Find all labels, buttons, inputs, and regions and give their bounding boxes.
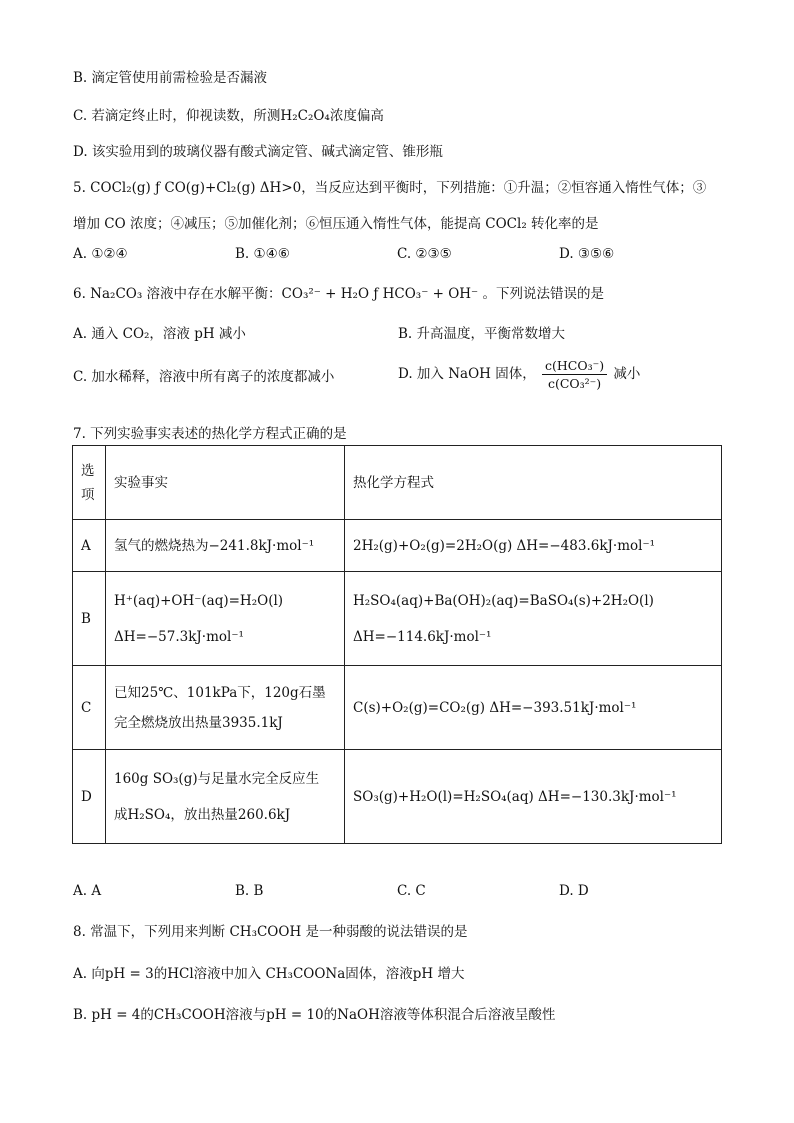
q5-stem-line2: 增加 CO 浓度；④减压；⑤加催化剂；⑥恒压通入惰性气体，能提高 COCl₂ 转化率的是 xyxy=(73,216,599,232)
row-fact-line2: 成H₂SO₄，放出热量260.6kJ xyxy=(114,806,291,823)
q7-header-option xyxy=(73,446,106,520)
row-fact-line1: H⁺(aq)+OH⁻(aq)=H₂O(l) xyxy=(114,592,284,609)
q7-option-b: B. B xyxy=(235,883,264,899)
row-fact-line2: 完全燃烧放出热量3935.1kJ xyxy=(114,714,283,731)
row-fact xyxy=(106,666,345,750)
q6-row-cd xyxy=(73,358,723,391)
q8-option-a: A. 向pH = 3的HCl溶液中加入 CH₃COONa固体，溶液pH 增大 xyxy=(73,966,465,982)
q6-option-d xyxy=(398,358,723,391)
q7-header-option-2: 项 xyxy=(81,486,95,503)
q7-option-a: A. A xyxy=(73,883,102,899)
table-row xyxy=(73,666,722,750)
option-c-line: C. 若滴定终止时，仰视读数，所测H₂C₂O₄浓度偏高 xyxy=(73,108,384,124)
row-equation-line1: 2H₂(g)+O₂(g)=2H₂O(g) ΔH=−483.6kJ·mol⁻¹ xyxy=(353,537,655,554)
q5-option-b: B. ①④⑥ xyxy=(235,246,290,262)
q6-stem: 6. Na₂CO₃ 溶液中存在水解平衡：CO₃²⁻ + H₂O ƒ HCO₃⁻ + OH⁻ 。下列说法错误的是 xyxy=(73,286,604,302)
row-equation-line1: SO₃(g)+H₂O(l)=H₂SO₄(aq) ΔH=−130.3kJ·mol⁻¹ xyxy=(353,788,677,805)
q6-option-a: A. 通入 CO₂，溶液 pH 减小 xyxy=(73,326,246,342)
q7-header-fact: 实验事实 xyxy=(106,446,345,520)
row-equation-line1: H₂SO₄(aq)+Ba(OH)₂(aq)=BaSO₄(s)+2H₂O(l) xyxy=(353,592,654,609)
q5-option-c: C. ②③⑤ xyxy=(397,246,452,262)
q5-option-d: D. ③⑤⑥ xyxy=(559,246,615,262)
row-option: A xyxy=(73,520,106,572)
table-row xyxy=(73,572,722,666)
row-fact-line1: 已知25℃、101kPa下，120g石墨 xyxy=(114,684,326,701)
q5-stem-line1: 5. COCl₂(g) ƒ CO(g)+Cl₂(g) ΔH>0，当反应达到平衡时，下列措施：①升温；②恒容通入惰性气体；③ xyxy=(73,180,707,196)
q6-row-ab xyxy=(73,322,723,342)
row-equation-line2: ΔH=−114.6kJ·mol⁻¹ xyxy=(353,628,492,645)
q7-table-header xyxy=(73,446,722,520)
q7-options xyxy=(73,883,723,899)
q6-option-c: C. 加水稀释，溶液中所有离子的浓度都减小 xyxy=(73,368,335,385)
q8-stem: 8. 常温下，下列用来判断 CH₃COOH 是一种弱酸的说法错误的是 xyxy=(73,924,468,940)
table-row xyxy=(73,750,722,844)
q6-option-b: B. 升高温度，平衡常数增大 xyxy=(398,326,566,342)
option-b-line: B. 滴定管使用前需检验是否漏液 xyxy=(73,70,268,86)
q7-stem: 7. 下列实验事实表述的热化学方程式正确的是 xyxy=(73,426,347,442)
row-fact-line1: 160g SO₃(g)与足量水完全反应生 xyxy=(114,770,320,787)
row-fact xyxy=(106,520,345,572)
table-row xyxy=(73,520,722,572)
row-equation xyxy=(345,572,722,666)
q8-option-b: B. pH = 4的CH₃COOH溶液与pH = 10的NaOH溶液等体积混合后溶液呈酸性 xyxy=(73,1007,556,1023)
row-equation xyxy=(345,666,722,750)
q7-option-d: D. D xyxy=(559,883,589,899)
row-equation-line1: C(s)+O₂(g)=CO₂(g) ΔH=−393.51kJ·mol⁻¹ xyxy=(353,699,637,716)
row-equation xyxy=(345,520,722,572)
row-equation xyxy=(345,750,722,844)
q6-fraction-denominator: c(CO₃²⁻) xyxy=(547,376,602,391)
q5-options xyxy=(73,246,723,262)
q6-option-d-prefix: D. 加入 NaOH 固体， xyxy=(398,366,536,382)
row-option: D xyxy=(73,750,106,844)
q7-table xyxy=(72,445,722,844)
row-option: B xyxy=(73,572,106,666)
q7-header-option-1: 选 xyxy=(81,462,95,479)
option-d-line: D. 该实验用到的玻璃仪器有酸式滴定管、碱式滴定管、锥形瓶 xyxy=(73,144,443,160)
row-fact-line1: 氢气的燃烧热为−241.8kJ·mol⁻¹ xyxy=(114,537,315,554)
q7-option-c: C. C xyxy=(397,883,426,899)
row-option: C xyxy=(73,666,106,750)
q6-fraction-numerator: c(HCO₃⁻) xyxy=(542,358,607,375)
q6-fraction xyxy=(542,358,607,391)
row-fact-line2: ΔH=−57.3kJ·mol⁻¹ xyxy=(114,628,244,645)
row-fact xyxy=(106,750,345,844)
q7-header-equation: 热化学方程式 xyxy=(345,446,722,520)
q5-option-a: A. ①②④ xyxy=(73,246,128,262)
row-fact xyxy=(106,572,345,666)
q6-option-d-suffix: 减小 xyxy=(613,366,641,382)
